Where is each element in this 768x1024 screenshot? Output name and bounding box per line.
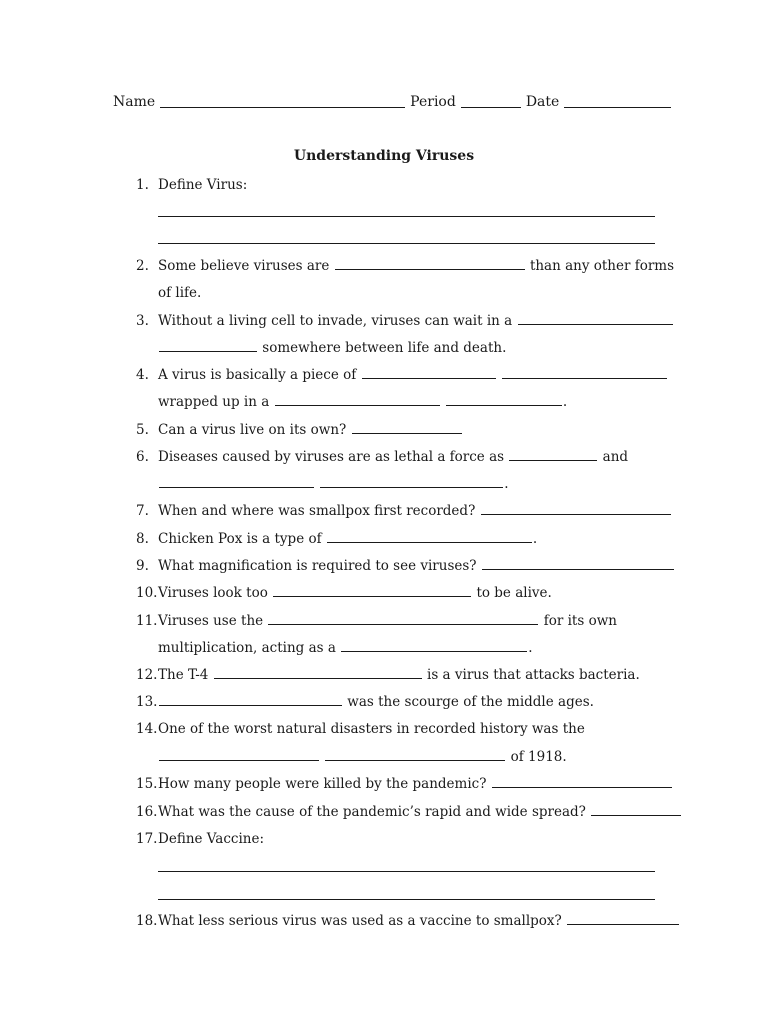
- question-number: 1.: [136, 177, 149, 193]
- answer-blank[interactable]: [159, 486, 314, 488]
- question-text-line: [158, 338, 655, 358]
- question-text: to be alive.: [476, 585, 552, 601]
- answer-blank[interactable]: [159, 759, 319, 761]
- question-text-line: [158, 474, 655, 494]
- period-label: Period: [410, 94, 456, 110]
- question-number: 6.: [136, 449, 149, 465]
- question-text: How many people were killed by the pandemic?: [158, 776, 487, 792]
- question-text: is a virus that attacks bacteria.: [427, 667, 640, 683]
- answer-line[interactable]: [158, 243, 655, 244]
- question-text: multiplication, acting as a: [158, 640, 336, 656]
- answer-blank[interactable]: [325, 759, 505, 761]
- question-text: of 1918.: [510, 749, 567, 765]
- question-text: What was the cause of the pandemic’s rapid and wide spread?: [158, 804, 586, 820]
- answer-line[interactable]: [158, 871, 655, 872]
- answer-blank[interactable]: [275, 404, 440, 406]
- question-text-line: [158, 175, 655, 195]
- question-text-line: [158, 774, 655, 794]
- question-text-line: [158, 665, 655, 685]
- answer-blank[interactable]: [352, 432, 462, 434]
- question-text-line: [158, 501, 655, 521]
- answer-blank[interactable]: [268, 623, 538, 625]
- answer-blank[interactable]: [492, 786, 672, 788]
- question-text: Chicken Pox is a type of: [158, 531, 322, 547]
- question-text: The T-4: [158, 667, 209, 683]
- answer-line[interactable]: [158, 899, 655, 900]
- question-number: 10.: [136, 585, 158, 601]
- question-number: 7.: [136, 503, 149, 519]
- question-text-line: [158, 692, 655, 712]
- question-text: Can a virus live on its own?: [158, 422, 347, 438]
- question-text: somewhere between life and death.: [262, 340, 507, 356]
- question-number: 18.: [136, 913, 158, 929]
- question-text: .: [504, 476, 509, 492]
- question-text-line: [158, 583, 655, 603]
- question-text-line: [158, 556, 655, 576]
- answer-blank[interactable]: [446, 404, 562, 406]
- question-number: 16.: [136, 804, 158, 820]
- question-text-line: [158, 911, 655, 931]
- answer-blank[interactable]: [482, 568, 674, 570]
- answer-blank[interactable]: [335, 268, 525, 270]
- answer-blank[interactable]: [502, 377, 667, 379]
- question-text-line: [158, 802, 655, 822]
- question-text: When and where was smallpox first recorded?: [158, 503, 476, 519]
- name-label: Name: [113, 94, 156, 110]
- question-text: What less serious virus was used as a vaccine to smallpox?: [158, 913, 562, 929]
- question-text-line: [158, 611, 655, 631]
- question-number: 13.: [136, 694, 158, 710]
- question-text: wrapped up in a: [158, 394, 270, 410]
- worksheet-title: Understanding Viruses: [293, 148, 475, 164]
- question-text-line: [158, 747, 655, 767]
- question-text: Define Vaccine:: [158, 831, 265, 847]
- question-text-line: [158, 283, 655, 303]
- answer-blank[interactable]: [159, 704, 342, 706]
- question-text-line: [158, 447, 655, 467]
- question-number: 8.: [136, 531, 149, 547]
- question-text-line: [158, 256, 675, 276]
- question-number: 15.: [136, 776, 158, 792]
- question-text: of life.: [158, 285, 202, 301]
- question-text: for its own: [543, 613, 617, 629]
- question-text-line: [158, 829, 655, 849]
- answer-blank[interactable]: [518, 323, 673, 325]
- question-text-line: [158, 365, 655, 385]
- question-text: What magnification is required to see viruses?: [158, 558, 477, 574]
- question-text-line: [158, 392, 655, 412]
- question-text: was the scourge of the middle ages.: [347, 694, 594, 710]
- date-label: Date: [525, 94, 560, 110]
- question-text-line: [158, 420, 655, 440]
- question-text: .: [532, 531, 538, 547]
- question-text: Some believe viruses are: [158, 258, 330, 274]
- question-text-line: [158, 311, 655, 331]
- question-text-line: [158, 719, 655, 739]
- question-text: Define Virus:: [158, 177, 248, 193]
- question-text: Diseases caused by viruses are as lethal a force as: [158, 449, 505, 465]
- answer-line[interactable]: [158, 216, 655, 217]
- question-number: 5.: [136, 422, 149, 438]
- question-number: 14.: [136, 721, 158, 737]
- answer-blank[interactable]: [159, 350, 257, 352]
- answer-blank[interactable]: [509, 459, 597, 461]
- question-number: 3.: [136, 313, 149, 329]
- answer-blank[interactable]: [273, 595, 471, 597]
- question-text: One of the worst natural disasters in recorded history was the: [158, 721, 585, 737]
- question-number: 2.: [136, 258, 149, 274]
- question-number: 12.: [136, 667, 158, 683]
- answer-blank[interactable]: [327, 541, 532, 543]
- question-number: 4.: [136, 367, 149, 383]
- answer-blank[interactable]: [481, 513, 671, 515]
- question-text: and: [602, 449, 629, 465]
- question-text: A virus is basically a piece of: [158, 367, 357, 383]
- question-text-line: [158, 529, 655, 549]
- answer-blank[interactable]: [591, 814, 681, 816]
- question-text-line: [158, 638, 655, 658]
- question-number: 11.: [136, 613, 158, 629]
- question-text: Without a living cell to invade, viruses can wait in a: [158, 313, 513, 329]
- question-text: Viruses look too: [158, 585, 268, 601]
- answer-blank[interactable]: [362, 377, 496, 379]
- question-text: .: [528, 640, 533, 656]
- question-text: Viruses use the: [158, 613, 264, 629]
- question-number: 17.: [136, 831, 158, 847]
- question-text: than any other forms: [529, 258, 675, 274]
- answer-blank[interactable]: [341, 650, 527, 652]
- answer-blank[interactable]: [320, 486, 503, 488]
- question-text: .: [562, 394, 568, 410]
- question-number: 9.: [136, 558, 149, 574]
- answer-blank[interactable]: [567, 923, 679, 925]
- answer-blank[interactable]: [214, 677, 422, 679]
